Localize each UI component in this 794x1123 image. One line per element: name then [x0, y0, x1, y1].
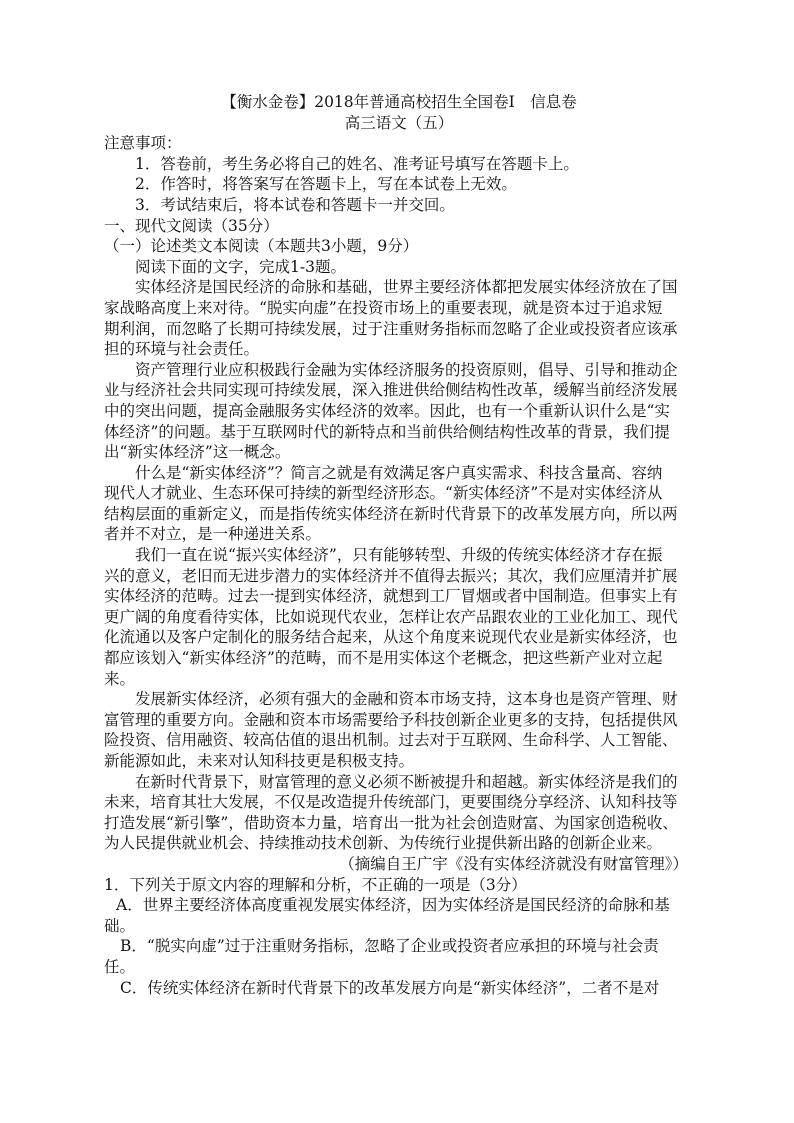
- exam-subtitle: 高三语文（五）: [344, 113, 454, 132]
- passage-line: 实体经济是国民经济的命脉和基础，世界主要经济体都把发展实体经济放在了国: [135, 278, 678, 297]
- passage-line: 险投资、信用融资、较高估值的退出机制。过去对于互联网、生命科学、人工智能、: [104, 731, 678, 750]
- passage-line: 什么是“新实体经济”？简言之就是有效满足客户真实需求、科技含量高、容纳: [135, 463, 663, 482]
- passage-line: 实体经济的范畴。过去一提到实体经济，就想到工厂冒烟或者中国制造。但事实上有: [104, 587, 678, 606]
- passage-line: 发展新实体经济，必须有强大的金融和资本市场支持，这本身也是资产管理、财: [135, 690, 678, 709]
- passage-source: （摘编自王广宇《没有实体经济就没有财富管理》）: [339, 854, 688, 873]
- note-item: 3．考试结束后，将本试卷和答题卡一并交回。: [135, 195, 455, 214]
- passage-line: 打造发展“新引擎”，借助资本力量，培育出一批为社会创造财富、为国家创造税收、: [104, 813, 678, 832]
- passage-paragraph: [104, 772, 694, 854]
- passage-paragraph: [104, 689, 694, 771]
- passage-line: 担的环境与社会责任。: [104, 340, 260, 359]
- option-line: B．“脱实向虚”过于注重财务指标，忽略了企业或投资者应承担的环境与社会责: [120, 937, 659, 956]
- passage-line: 出“新实体经济”这一概念。: [104, 443, 291, 462]
- passage-line: 更广阔的角度看待实体，比如说现代农业，怎样让农产品跟农业的工业化加工、现代: [104, 607, 678, 626]
- passage-line: 体经济”的问题。基于互联网时代的新特点和当前供给侧结构性改革的背景，我们提: [104, 422, 670, 441]
- passage-line: 富管理的重要方向。金融和资本市场需要给予科技创新企业更多的支持，包括提供风: [104, 710, 678, 729]
- passage-line: 化流通以及客户定制化的服务结合起来，从这个角度来说现代农业是新实体经济，也: [104, 628, 678, 647]
- passage-line: 我们一直在说“振兴实体经济”，只有能够转型、升级的传统实体经济才存在振: [135, 546, 663, 565]
- passage-line: 资产管理行业应积极践行金融为实体经济服务的投资原则，倡导、引导和推动企: [135, 360, 678, 379]
- passage-line: 都应该划入“新实体经济”的范畴，而不是用实体这个老概念，把这些新产业对立起: [104, 649, 663, 668]
- option-line: 任。: [104, 957, 136, 976]
- passage-line: 家战略高度上来对待。“脱实向虚”在投资市场上的重要表现，就是资本过于追求短: [104, 298, 663, 317]
- note-item: 2．作答时，将答案写在答题卡上，写在本试卷上无效。: [135, 175, 517, 194]
- passage-line: 在新时代背景下，财富管理的意义必须不断被提升和超越。新实体经济是我们的: [135, 772, 678, 791]
- section-heading: 一、现代文阅读（35分）: [104, 216, 279, 235]
- reading-instruction: 阅读下面的文字，完成1-3题。: [135, 257, 346, 276]
- option-line: C．传统实体经济在新时代背景下的改革发展方向是“新实体经济”，二者不是对: [120, 978, 660, 997]
- passage-line: 未来，培育其壮大发展，不仅是改造提升传统部门，更要围绕分享经济、认知科技等: [104, 793, 678, 812]
- question-option-c: [104, 978, 694, 999]
- passage-line: 者并不对立，是一种递进关系。: [104, 525, 322, 544]
- passage-line: 业与经济社会共同实现可持续发展，深入推进供给侧结构性改革，缓解当前经济发展: [104, 381, 678, 400]
- option-line: 础。: [104, 916, 136, 935]
- passage-line: 中的突出问题，提高金融服务实体经济的效率。因此，也有一个重新认识什么是“实: [104, 401, 670, 420]
- question-option-b: [104, 936, 694, 977]
- passage-paragraph: [104, 360, 694, 463]
- question-option-a: [104, 895, 694, 936]
- option-line: A．世界主要经济体高度重视发展实体经济，因为实体经济是国民经济的命脉和基: [116, 896, 670, 915]
- passage-paragraph: [104, 277, 694, 359]
- exam-title: 【衡水金卷】2018年普通高校招生全国卷Ⅰ 信息卷: [221, 93, 577, 111]
- subsection-heading: （一）论述类文本阅读（本题共3小题，9分）: [104, 237, 419, 256]
- notes-heading: 注意事项：: [104, 134, 182, 153]
- note-item: 1．答卷前，考生务必将自己的姓名、准考证号填写在答题卡上。: [135, 154, 579, 173]
- passage-line: 现代人才就业、生态环保可持续的新型经济形态。“新实体经济”不是对实体经济从: [104, 484, 663, 503]
- passage-line: 来。: [104, 669, 136, 688]
- passage-paragraph: [104, 545, 694, 689]
- passage-line: 结构层面的重新定义，而是指传统实体经济在新时代背景下的改革发展方向，所以两: [104, 504, 678, 523]
- passage-line: 期利润，而忽略了长期可持续发展，过于注重财务指标而忽略了企业或投资者应该承: [104, 319, 678, 338]
- exam-page: [104, 92, 694, 998]
- passage-line: 新能源如此，未来对认知科技更是积极支持。: [104, 752, 415, 770]
- passage-line: 为人民提供就业机会、持续推动技术创新、为传统行业提供新出路的创新企业来。: [104, 834, 663, 853]
- question-stem: 1．下列关于原文内容的理解和分析，不正确的一项是（3分）: [104, 875, 527, 894]
- passage-paragraph: [104, 463, 694, 545]
- passage-line: 兴的意义，老旧而无进步潜力的实体经济并不值得去振兴；其次，我们应厘清并扩展: [104, 566, 678, 585]
